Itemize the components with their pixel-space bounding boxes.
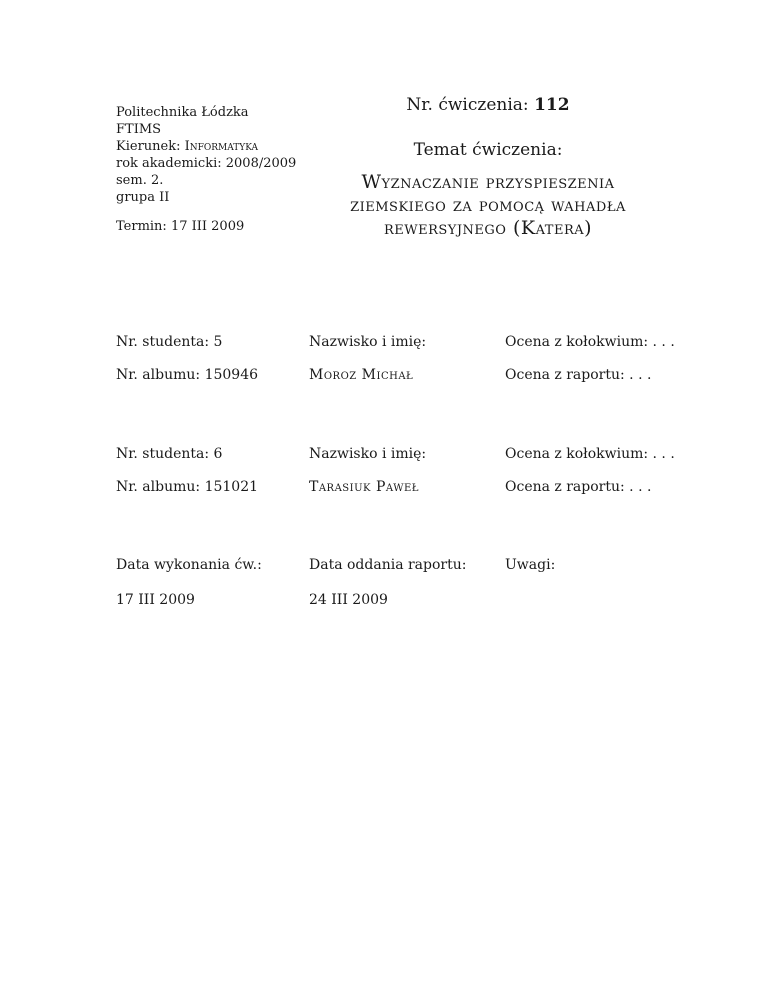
name-label: Nazwisko i imię: (309, 446, 427, 462)
submitted-date-label: Data oddania raportu: (309, 557, 467, 573)
group: grupa II (116, 190, 170, 205)
student-2-row-2 (116, 476, 676, 498)
topic-title (306, 171, 670, 240)
exercise-number: 112 (534, 95, 570, 115)
colloquium-grade: Ocena z kołokwium: . . . (505, 446, 675, 462)
student-1-row-1 (116, 331, 676, 353)
student-1-row-2 (116, 364, 676, 386)
performed-date-label: Data wykonania ćw.: (116, 557, 262, 573)
performed-date-value: 17 III 2009 (116, 592, 195, 608)
exercise-number-line (306, 94, 670, 116)
student-name: Moroz Michał (309, 367, 414, 383)
academic-year: rok akademicki: 2008/2009 (116, 156, 297, 171)
faculty-name: FTIMS (116, 122, 162, 137)
exercise-label: Nr. ćwiczenia: (406, 95, 529, 115)
colloquium-grade: Ocena z kołokwium: . . . (505, 334, 675, 350)
field-value: Informatyka (184, 139, 259, 154)
university-name: Politechnika Łódzka (116, 105, 249, 120)
notes-label: Uwagi: (505, 557, 556, 573)
institution-info (116, 104, 296, 206)
topic-title-line: Wyznaczanie przyspieszenia (361, 171, 615, 193)
field-label: Kierunek: (116, 139, 181, 154)
student-number: Nr. studenta: 5 (116, 334, 223, 350)
student-2-row-1 (116, 443, 676, 465)
album-number: Nr. albumu: 150946 (116, 367, 259, 383)
semester: sem. 2. (116, 173, 164, 188)
submitted-date-value: 24 III 2009 (309, 592, 388, 608)
dates-values-row (116, 589, 676, 611)
termin-date: Termin: 17 III 2009 (116, 219, 245, 234)
topic-title-line: ziemskiego za pomocą wahadła (350, 194, 626, 216)
dates-labels-row (116, 554, 676, 576)
student-number: Nr. studenta: 6 (116, 446, 223, 462)
field-of-study (116, 138, 296, 155)
report-grade: Ocena z raportu: . . . (505, 367, 652, 383)
album-number: Nr. albumu: 151021 (116, 479, 259, 495)
report-grade: Ocena z raportu: . . . (505, 479, 652, 495)
name-label: Nazwisko i imię: (309, 334, 427, 350)
topic-label: Temat ćwiczenia: (413, 140, 563, 160)
exercise-info (306, 94, 670, 240)
student-name: Tarasiuk Paweł (309, 479, 419, 495)
topic-title-line: rewersyjnego (Katera) (383, 217, 593, 239)
